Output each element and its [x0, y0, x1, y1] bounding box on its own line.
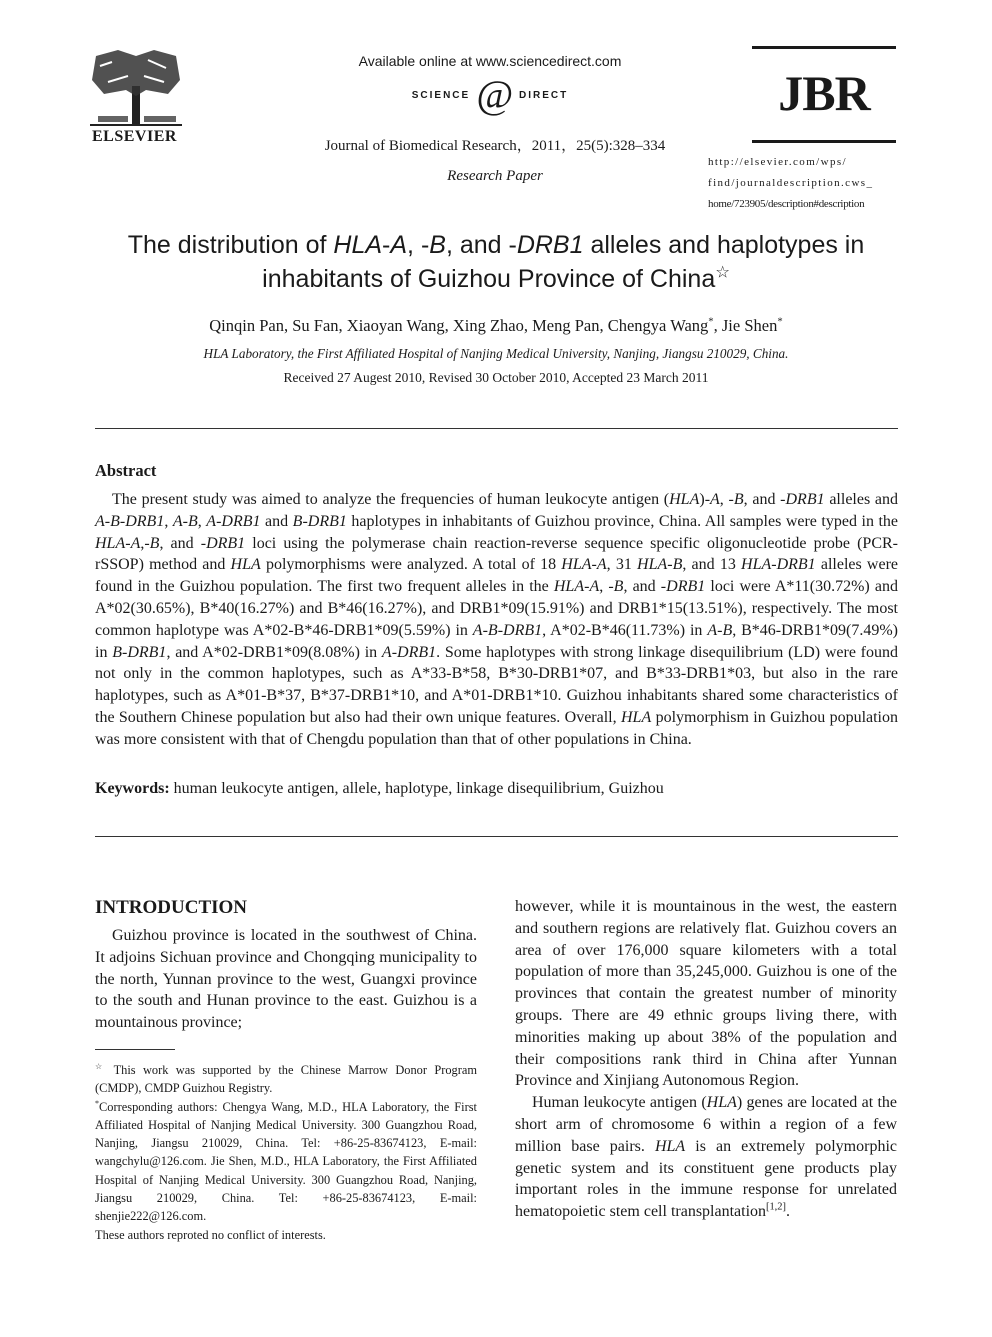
received-dates: Received 27 Augest 2010, Revised 30 October 2010, Accepted 23 March 2011 — [283, 370, 709, 385]
abstract-body: The present study was aimed to analyze the frequencies of human leukocyte antigen (HLA)-A, -B, and -DRB1 alleles and A-B-DRB1, A-B, A-DRB1 and B-DRB1 haplotypes in inhabitants of Guizhou province, China. All samples were typed in the HLA-A,-B, and -DRB1 loci using the polymerase chain reaction-reverse sequence specific oligonucleotide probe (PCR-rSSOP) method and HLA polymorphisms were analyzed. A total of 18 HLA-A, 31 HLA-B, and 13 HLA-DRB1 alleles were found in the Guizhou population. The first two frequent alleles in the HLA-A, -B, and -DRB1 loci were A*11(30.72%) and A*02(30.65%), B*40(16.27%) and B*46(16.27%), and DRB1*09(15.91%) and DRB1*15(13.51%), respectively. The most common haplotype was A*02-B*46-DRB1*09(5.59%) in A-B-DRB1, A*02-B*46(11.73%) in A-B, B*46-DRB1*09(7.49%) in B-DRB1, and A*02-DRB1*09(8.08%) in A-DRB1. Some haplotypes with strong linkage disequilibrium (LD) were found not only in the common haplotypes, such as A*33-B*58, B*30-DRB1*07, and B*33-DRB1*03, but also in the rare haplotypes, such as A*01-B*37, B*37-DRB1*10, and A*01-DRB1*10. Guizhou inhabitants shared some characteristics of the Southern Chinese population but also had their own unique features. Overall, HLA polymorphism in Guizhou population was more consistent with that of Chengdu population than that of other populations in China. — [95, 491, 899, 748]
footnote-corresponding: *Corresponding authors: Chengya Wang, M.D., HLA Laboratory, the First Affiliated Hospital of Nanjing Medical University. 300 Guangzhou Road, Nanjing, Jiangsu 210029, China. Tel: +86-25-83674123, E-mail: wangchylu@126.com. Jie Shen, M.D., HLA Laboratory, the First Affiliated Hospital of Nanjing Medical University. 300 Guangzhou Road, Nanjing, Jiangsu 210029, China. Tel: +86-25-83674123, E-mail: shenjie222@126.com. — [95, 1098, 477, 1224]
available-online-text: Available online at www.sciencedirect.com — [358, 53, 622, 69]
journal-reference: Journal of Biomedical Research，2011，25(5):328–334 — [324, 138, 666, 154]
url-line-2[interactable]: find/journaldescription.cws_ — [708, 177, 874, 189]
paper-type: Research Paper — [447, 168, 543, 184]
keywords-label: Keywords: — [95, 780, 170, 797]
article-title: The distribution of HLA-A, -B, and -DRB1 alleles and haplotypes in inhabitants of Guizhou Province of China☆ — [127, 231, 865, 293]
keywords-list: human leukocyte antigen, allele, haplotype, linkage disequilibrium, Guizhou — [169, 780, 664, 797]
url-line-1[interactable]: http://elsevier.com/wps/ — [708, 156, 848, 168]
sciencedirect-logo — [300, 72, 680, 117]
footnote-conflict: These authors reproted no conflict of interests. — [95, 1227, 326, 1242]
introduction-heading: INTRODUCTION — [95, 897, 248, 918]
jbr-rule-bottom — [752, 140, 896, 143]
sciencedirect-left: SCIENCE — [411, 89, 471, 101]
abstract-heading: Abstract — [95, 461, 157, 480]
intro-left-column — [95, 925, 477, 1034]
intro-paragraph-1: Guizhou province is located in the southwest of China. It adjoins Sichuan province and Chongqing municipality to the north, Yunnan province to the west, Guangxi province to the south and Hunan province to the east. Guizhou is a mountainous province; — [95, 927, 477, 1032]
divider-top — [95, 428, 898, 429]
footnote-funding: ☆ This work was supported by the Chinese Marrow Donor Program (CMDP), CMDP Guizhou Registry. — [95, 1061, 477, 1096]
url-line-3[interactable]: home/723905/description#description — [708, 198, 865, 210]
jbr-rule-top — [752, 46, 896, 49]
footnotes — [95, 1061, 477, 1244]
keywords — [95, 780, 898, 798]
intro-right-column — [515, 896, 897, 1223]
intro-paragraph-1-cont: however, while it is mountainous in the west, the eastern and southern regions are relatively flat. Guizhou covers an area of over 176,000 square kilometers with a total population of more than 35,245,000. Guizhou is one of the provinces that contain the greatest number of minority groups. There are 49 ethnic groups living there, with minorities making up about 38% of the population and their compositions rank third in China after Yunnan Province and Xinjiang Autonomous Region. — [515, 898, 897, 1090]
author-list: Qinqin Pan, Su Fan, Xiaoyan Wang, Xing Zhao, Meng Pan, Chengya Wang*, Jie Shen* — [209, 315, 783, 335]
sciencedirect-at-icon: @ — [476, 72, 513, 117]
affiliation: HLA Laboratory, the First Affiliated Hospital of Nanjing Medical University, Nanjing, Jiangsu 210029, China. — [203, 346, 789, 361]
intro-paragraph-2: Human leukocyte antigen (HLA) genes are located at the short arm of chromosome 6 within a region of a few million base pairs. HLA is an extremely polymorphic genetic system and its constituent gene products play important roles in the immune response for unrelated hematopoietic stem cell transplantation[1,2]. — [515, 1094, 898, 1221]
footnote-rule — [95, 1049, 175, 1050]
divider-bottom — [95, 836, 898, 837]
journal-url[interactable] — [708, 152, 898, 215]
journal-abbreviation: JBR — [778, 65, 870, 121]
publisher-name: ELSEVIER — [92, 128, 177, 145]
sciencedirect-right: DIRECT — [519, 89, 569, 101]
